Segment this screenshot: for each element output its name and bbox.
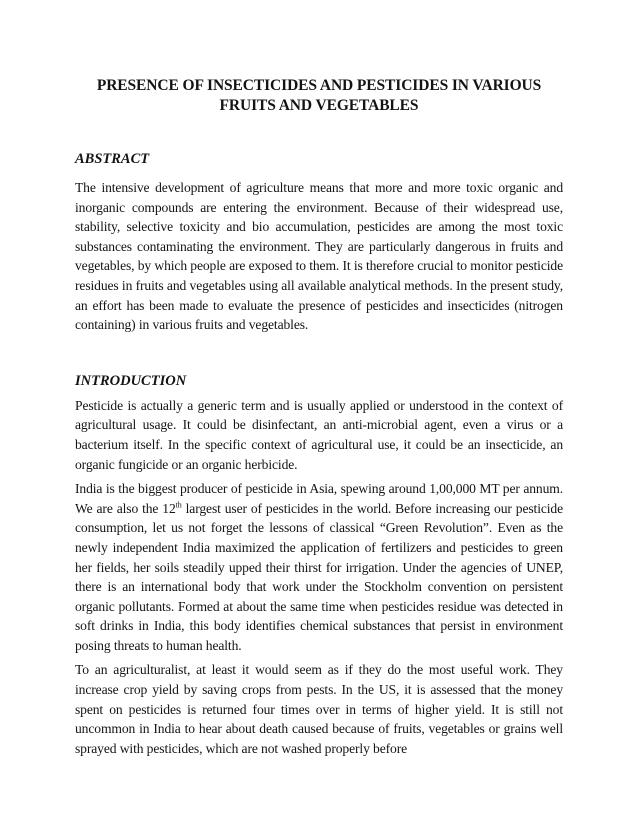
abstract-heading: ABSTRACT: [75, 151, 150, 167]
paragraph-2-text-a: India is the biggest producer of pesticide in Asia, spewing around 1,00,000 MT per annum. We are also the 12: [75, 481, 563, 516]
ordinal-suffix: th: [175, 500, 182, 510]
document-page: [75, 76, 563, 758]
document-title: [75, 76, 563, 116]
abstract-paragraph: The intensive development of agriculture means that more and more toxic organic and inorganic compounds are entering the environment. Because of their widespread use, stability, selective toxicity and bio accumulation, pesticides are among the most toxic substances contaminating the environment. They are particularly dangerous in fruits and vegetables, by which people are exposed to them. It is therefore crucial to monitor pesticide residues in fruits and vegetables using all available analytical methods. In the present study, an effort has been made to evaluate the presence of pesticides and insecticides (nitrogen containing) in various fruits and vegetables.: [75, 180, 563, 333]
introduction-paragraph-1: Pesticide is actually a generic term and is usually applied or understood in the context of agricultural usage. It could be disinfectant, an anti-microbial agent, even a virus or a bacterium itself. In the specific context of agricultural use, it could be an insecticide, an organic fungicide or an organic herbicide.: [75, 397, 563, 472]
title-line-2: FRUITS AND VEGETABLES: [219, 97, 419, 114]
introduction-heading: INTRODUCTION: [75, 372, 187, 389]
introduction-paragraph-2: [75, 479, 563, 655]
paragraph-2-text-b: largest user of pesticides in the world. Before increasing our pesticide consumption, let us not forget the lessons of classical “Green Revolution”. Even as the newly independent India maximized the application of fertilizers and pesticides to green her fields, her soils steadily upped their thirst for irrigation. Under the agencies of UNEP, there is an international body that work under the Stockholm convention on persistent organic pollutants. Formed at about the same time when pesticides residue was detected in soft drinks in India, this body identifies chemical substances that persist in environment posing threats to human health.: [75, 500, 564, 653]
introduction-paragraph-3: To an agriculturalist, at least it would seem as if they do the most useful work. They increase crop yield by saving crops from pests. In the US, it is assessed that the money spent on pesticides is returned four times over in terms of higher yield. It is still not uncommon in India to hear about death caused because of fruits, vegetables or grains well sprayed with pesticides, which are not washed properly before: [75, 662, 563, 756]
title-line-1: PRESENCE OF INSECTICIDES AND PESTICIDES IN VARIOUS: [96, 77, 542, 94]
